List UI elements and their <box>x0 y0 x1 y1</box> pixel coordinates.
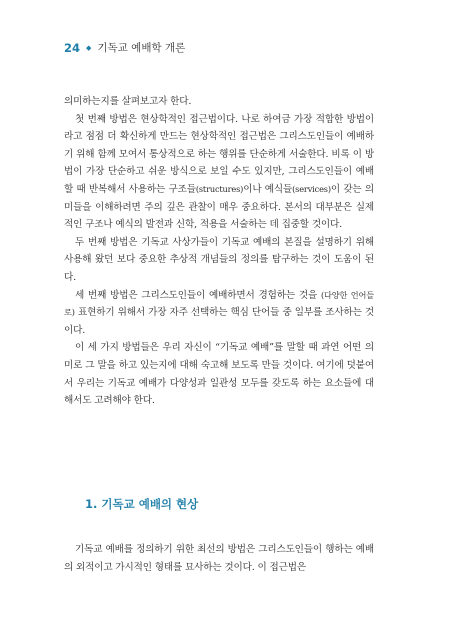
body-text <box>64 93 374 410</box>
paragraph-section-intro: 기독교 예배를 정의하기 위한 최선의 방법은 그리스도인들이 행하는 예배의 외적이고 가시적인 형태를 묘사하는 것이다. 이 접근법은 <box>64 544 374 573</box>
paragraph-second-method: 두 번째 방법은 기독교 사상가들이 기독교 예배의 본질을 설명하기 위해 사용해 왔던 보다 중요한 추상적 개념들의 정의를 탐구하는 것이 도움이 된다. <box>64 236 374 283</box>
section-body-text <box>64 541 374 576</box>
page-number: 24 <box>64 40 81 55</box>
paragraph-three-methods: 이 세 가지 방법들은 우리 자신이 “기독교 예배”를 말할 때 과연 어떤 의미로 그 말을 하고 있는지에 대해 숙고해 보도록 만들 것이다. 여기에 덧붙여서 우리는 기독교 예배가 다양성과 일관성 모두를 갖도록 하는 요소들에 대해서도 고려해야 한다. <box>64 342 374 407</box>
paragraph-continuation: 의미하는지를 살펴보고자 한다. <box>64 96 192 107</box>
running-header <box>64 40 185 55</box>
section-heading: 1. 기독교 예배의 현상 <box>85 497 199 511</box>
paragraph-first-method: 첫 번째 방법은 현상학적인 접근법이다. 나로 하여금 가장 적합한 방법이라고 점점 더 확신하게 만드는 현상학적인 접근법은 그리스도인들이 예배하기 위해 함께 모여서 통상적으로 하는 행위를 단순하게 서술한다. 비록 이 방법이 가장 단순하고 쉬운 방식으로 보일 수도 있지만, 그리스도인들이 예배할 때 반복해서 사용하는 구조들(structures)이나 예식들(services)이 갖는 의미들을 이해하려면 주의 깊은 관찰이 매우 중요하다. 본서의 대부분은 실제적인 구조나 예식의 발전과 신학, 적용을 서술하는 데 집중할 것이다. <box>64 113 374 231</box>
diamond-bullet-icon: ◆ <box>86 43 92 52</box>
paragraph-third-method: 세 번째 방법은 그리스도인들이 예배하면서 경험하는 것을 (다양한 언어들로) 표현하기 위해서 가장 자주 선택하는 핵심 단어들 중 일부를 조사하는 것이다. <box>64 289 374 336</box>
running-title: 기독교 예배학 개론 <box>97 42 186 54</box>
